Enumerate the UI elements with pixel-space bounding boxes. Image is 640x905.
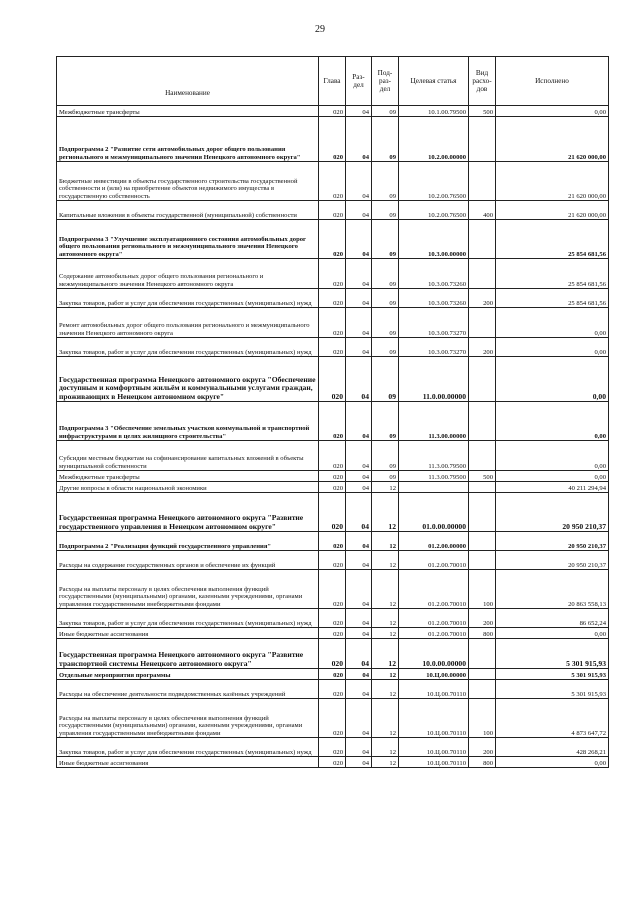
cell-target-article: 10.3.00.00000 xyxy=(399,220,469,259)
cell-name: Другие вопросы в области национальной экономики xyxy=(57,482,319,493)
cell-razdel: 04 xyxy=(346,532,372,551)
cell-executed: 40 211 294,94 xyxy=(496,482,609,493)
table-row xyxy=(57,609,609,628)
cell-executed: 5 301 915,93 xyxy=(496,680,609,699)
table-body xyxy=(57,106,609,768)
cell-podrazdel: 09 xyxy=(372,162,399,201)
cell-podrazdel: 12 xyxy=(372,669,399,680)
cell-executed: 25 854 681,56 xyxy=(496,220,609,259)
cell-glava: 020 xyxy=(319,493,346,532)
cell-glava: 020 xyxy=(319,201,346,220)
cell-expense-type: 800 xyxy=(469,757,496,768)
cell-podrazdel: 09 xyxy=(372,402,399,441)
cell-executed: 4 873 647,72 xyxy=(496,699,609,738)
cell-executed: 428 268,21 xyxy=(496,738,609,757)
cell-razdel: 04 xyxy=(346,441,372,471)
table-row xyxy=(57,471,609,482)
cell-expense-type: 500 xyxy=(469,471,496,482)
cell-expense-type xyxy=(469,532,496,551)
cell-expense-type: 200 xyxy=(469,609,496,628)
cell-expense-type: 100 xyxy=(469,699,496,738)
cell-razdel: 04 xyxy=(346,201,372,220)
cell-expense-type: 500 xyxy=(469,106,496,117)
cell-expense-type xyxy=(469,308,496,338)
cell-expense-type xyxy=(469,357,496,402)
cell-glava: 020 xyxy=(319,482,346,493)
cell-expense-type xyxy=(469,441,496,471)
cell-razdel: 04 xyxy=(346,106,372,117)
cell-glava: 020 xyxy=(319,757,346,768)
cell-expense-type xyxy=(469,482,496,493)
table-row xyxy=(57,106,609,117)
table-row xyxy=(57,738,609,757)
cell-razdel: 04 xyxy=(346,680,372,699)
cell-expense-type xyxy=(469,680,496,699)
cell-executed: 0,00 xyxy=(496,357,609,402)
cell-razdel: 04 xyxy=(346,357,372,402)
cell-name: Содержание автомобильных дорог общего пользования регионального и межмуниципального значения Ненецкого автономного округа xyxy=(57,259,319,289)
cell-podrazdel: 09 xyxy=(372,471,399,482)
cell-name: Закупка товаров, работ и услуг для обеспечения государственных (муниципальных) нужд xyxy=(57,738,319,757)
cell-podrazdel: 12 xyxy=(372,482,399,493)
cell-name: Расходы на выплаты персоналу в целях обеспечения выполнения функций государственными (муниципальными) органами, казенными учреждениями, органами управления государственными внебюджетными фондами xyxy=(57,699,319,738)
cell-expense-type xyxy=(469,639,496,669)
cell-target-article: 10.Ц.00.70110 xyxy=(399,680,469,699)
cell-razdel: 04 xyxy=(346,757,372,768)
cell-executed: 21 620 000,00 xyxy=(496,201,609,220)
cell-expense-type xyxy=(469,117,496,162)
table-row xyxy=(57,308,609,338)
cell-name: Государственная программа Ненецкого автономного округа "Развитие государственного управления в Ненецком автономном округе" xyxy=(57,493,319,532)
cell-razdel: 04 xyxy=(346,493,372,532)
cell-target-article: 01.2.00.70010 xyxy=(399,628,469,639)
cell-target-article: 10.2.00.00000 xyxy=(399,117,469,162)
header-executed: Исполнено xyxy=(496,57,609,106)
cell-target-article: 01.0.00.00000 xyxy=(399,493,469,532)
cell-name: Капитальные вложения в объекты государственной (муниципальной) собственности xyxy=(57,201,319,220)
cell-podrazdel: 12 xyxy=(372,639,399,669)
cell-target-article: 10.0.00.00000 xyxy=(399,639,469,669)
table-row xyxy=(57,570,609,609)
cell-glava: 020 xyxy=(319,259,346,289)
cell-name: Подпрограмма 3 "Улучшение эксплуатационного состояния автомобильных дорог общего пользования регионального и межмуниципального значения Ненецкого автономного округа" xyxy=(57,220,319,259)
cell-target-article: 01.2.00.70010 xyxy=(399,551,469,570)
table-header xyxy=(57,57,609,106)
cell-glava: 020 xyxy=(319,441,346,471)
cell-expense-type: 200 xyxy=(469,738,496,757)
cell-name: Межбюджетные трансферты xyxy=(57,106,319,117)
cell-name: Подпрограмма 2 "Реализация функций государственного управления" xyxy=(57,532,319,551)
cell-expense-type xyxy=(469,162,496,201)
cell-executed: 0,00 xyxy=(496,338,609,357)
cell-expense-type: 200 xyxy=(469,338,496,357)
cell-razdel: 04 xyxy=(346,338,372,357)
cell-executed: 0,00 xyxy=(496,441,609,471)
cell-name: Подпрограмма 3 "Обеспечение земельных участков коммунальной и транспортной инфраструктурами в целях жилищного строительства" xyxy=(57,402,319,441)
header-expense-type: Вид расхо- дов xyxy=(469,57,496,106)
cell-razdel: 04 xyxy=(346,609,372,628)
cell-target-article: 11.3.00.79500 xyxy=(399,441,469,471)
cell-glava: 020 xyxy=(319,551,346,570)
cell-name: Ремонт автомобильных дорог общего пользования регионального и межмуниципального значения Ненецкого автономного округа xyxy=(57,308,319,338)
cell-executed: 0,00 xyxy=(496,471,609,482)
cell-glava: 020 xyxy=(319,669,346,680)
cell-glava: 020 xyxy=(319,106,346,117)
cell-expense-type: 400 xyxy=(469,201,496,220)
table-row xyxy=(57,201,609,220)
cell-target-article: 11.3.00.00000 xyxy=(399,402,469,441)
table-row xyxy=(57,639,609,669)
cell-name: Закупка товаров, работ и услуг для обеспечения государственных (муниципальных) нужд xyxy=(57,289,319,308)
cell-name: Расходы на обеспечение деятельности подведомственных казённых учреждений xyxy=(57,680,319,699)
cell-glava: 020 xyxy=(319,117,346,162)
cell-podrazdel: 12 xyxy=(372,532,399,551)
cell-name: Подпрограмма 2 "Развитие сети автомобильных дорог общего пользования регионального и межмуниципального значения Ненецкого автономного округа" xyxy=(57,117,319,162)
table-row xyxy=(57,699,609,738)
cell-podrazdel: 09 xyxy=(372,308,399,338)
cell-glava: 020 xyxy=(319,639,346,669)
table-row xyxy=(57,338,609,357)
cell-glava: 020 xyxy=(319,699,346,738)
cell-razdel: 04 xyxy=(346,669,372,680)
cell-razdel: 04 xyxy=(346,699,372,738)
cell-podrazdel: 12 xyxy=(372,738,399,757)
cell-target-article: 10.3.00.73270 xyxy=(399,308,469,338)
table-row xyxy=(57,493,609,532)
cell-glava: 020 xyxy=(319,162,346,201)
cell-glava: 020 xyxy=(319,220,346,259)
cell-target-article: 10.3.00.73260 xyxy=(399,289,469,308)
cell-podrazdel: 12 xyxy=(372,551,399,570)
table-row xyxy=(57,441,609,471)
cell-razdel: 04 xyxy=(346,639,372,669)
cell-razdel: 04 xyxy=(346,308,372,338)
cell-target-article: 10.1.00.79500 xyxy=(399,106,469,117)
cell-target-article: 10.2.00.76500 xyxy=(399,201,469,220)
cell-executed: 0,00 xyxy=(496,308,609,338)
cell-target-article: 10.Ц.00.70110 xyxy=(399,757,469,768)
cell-executed: 25 854 681,56 xyxy=(496,259,609,289)
cell-expense-type: 200 xyxy=(469,289,496,308)
cell-name: Расходы на содержание государственных органов и обеспечение их функций xyxy=(57,551,319,570)
cell-target-article: 10.Ц.00.00000 xyxy=(399,669,469,680)
cell-executed: 5 301 915,93 xyxy=(496,669,609,680)
cell-expense-type xyxy=(469,551,496,570)
cell-podrazdel: 09 xyxy=(372,220,399,259)
cell-podrazdel: 09 xyxy=(372,106,399,117)
cell-podrazdel: 09 xyxy=(372,201,399,220)
cell-name: Иные бюджетные ассигнования xyxy=(57,757,319,768)
cell-executed: 0,00 xyxy=(496,628,609,639)
cell-target-article: 01.2.00.70010 xyxy=(399,570,469,609)
table-row xyxy=(57,117,609,162)
cell-name: Закупка товаров, работ и услуг для обеспечения государственных (муниципальных) нужд xyxy=(57,609,319,628)
cell-podrazdel: 12 xyxy=(372,628,399,639)
cell-glava: 020 xyxy=(319,570,346,609)
cell-podrazdel: 12 xyxy=(372,699,399,738)
cell-expense-type: 800 xyxy=(469,628,496,639)
table-row xyxy=(57,669,609,680)
cell-razdel: 04 xyxy=(346,402,372,441)
table-row xyxy=(57,680,609,699)
cell-razdel: 04 xyxy=(346,162,372,201)
table-row xyxy=(57,482,609,493)
cell-podrazdel: 12 xyxy=(372,493,399,532)
cell-razdel: 04 xyxy=(346,551,372,570)
cell-name: Отдельные мероприятия программы xyxy=(57,669,319,680)
table-row xyxy=(57,532,609,551)
cell-podrazdel: 12 xyxy=(372,680,399,699)
cell-razdel: 04 xyxy=(346,482,372,493)
cell-razdel: 04 xyxy=(346,570,372,609)
cell-podrazdel: 09 xyxy=(372,441,399,471)
cell-glava: 020 xyxy=(319,471,346,482)
budget-table xyxy=(56,56,609,768)
cell-target-article: 01.2.00.70010 xyxy=(399,609,469,628)
table-row xyxy=(57,551,609,570)
cell-target-article: 10.3.00.73260 xyxy=(399,259,469,289)
table-row xyxy=(57,220,609,259)
cell-executed: 20 950 210,37 xyxy=(496,493,609,532)
cell-name: Расходы на выплаты персоналу в целях обеспечения выполнения функций государственными (муниципальными) органами, казенными учреждениями, органами управления государственными внебюджетными фондами xyxy=(57,570,319,609)
cell-glava: 020 xyxy=(319,628,346,639)
table-row xyxy=(57,259,609,289)
cell-name: Государственная программа Ненецкого автономного округа "Развитие транспортной системы Ненецкого автономного округа" xyxy=(57,639,319,669)
cell-razdel: 04 xyxy=(346,471,372,482)
table-row xyxy=(57,402,609,441)
table-row xyxy=(57,289,609,308)
cell-expense-type xyxy=(469,220,496,259)
cell-podrazdel: 09 xyxy=(372,259,399,289)
cell-executed: 0,00 xyxy=(496,402,609,441)
cell-podrazdel: 09 xyxy=(372,357,399,402)
cell-executed: 86 652,24 xyxy=(496,609,609,628)
cell-name: Иные бюджетные ассигнования xyxy=(57,628,319,639)
cell-podrazdel: 09 xyxy=(372,338,399,357)
header-razdel: Раз- дел xyxy=(346,57,372,106)
cell-executed: 20 863 558,13 xyxy=(496,570,609,609)
table-row xyxy=(57,757,609,768)
cell-glava: 020 xyxy=(319,308,346,338)
cell-executed: 21 620 000,00 xyxy=(496,117,609,162)
cell-expense-type: 100 xyxy=(469,570,496,609)
cell-executed: 0,00 xyxy=(496,106,609,117)
cell-target-article: 10.2.00.76500 xyxy=(399,162,469,201)
cell-podrazdel: 12 xyxy=(372,570,399,609)
cell-expense-type xyxy=(469,259,496,289)
cell-target-article: 11.0.00.00000 xyxy=(399,357,469,402)
cell-executed: 21 620 000,00 xyxy=(496,162,609,201)
table-row xyxy=(57,162,609,201)
cell-name: Субсидии местным бюджетам на софинансирование капитальных вложений в объекты муниципальной собственности xyxy=(57,441,319,471)
cell-executed: 25 854 681,56 xyxy=(496,289,609,308)
cell-razdel: 04 xyxy=(346,738,372,757)
header-name: Наименование xyxy=(57,57,319,106)
cell-target-article: 10.Ц.00.70110 xyxy=(399,738,469,757)
cell-glava: 020 xyxy=(319,338,346,357)
cell-name: Бюджетные инвестиции в объекты государственного строительства государственной собственности и (или) на приобретение объектов недвижимого имущества в государственную собственность xyxy=(57,162,319,201)
header-target-article: Целевая статья xyxy=(399,57,469,106)
cell-executed: 20 950 210,37 xyxy=(496,551,609,570)
cell-target-article: 10.Ц.00.70110 xyxy=(399,699,469,738)
cell-glava: 020 xyxy=(319,680,346,699)
cell-target-article: 01.2.00.00000 xyxy=(399,532,469,551)
cell-podrazdel: 12 xyxy=(372,757,399,768)
cell-glava: 020 xyxy=(319,738,346,757)
cell-executed: 5 301 915,93 xyxy=(496,639,609,669)
cell-target-article: 10.3.00.73270 xyxy=(399,338,469,357)
header-glava: Глава xyxy=(319,57,346,106)
cell-glava: 020 xyxy=(319,532,346,551)
cell-expense-type xyxy=(469,493,496,532)
cell-name: Государственная программа Ненецкого автономного округа "Обеспечение доступным и комфортным жильём и коммунальными услугами граждан, проживающих в Ненецком автономном округе" xyxy=(57,357,319,402)
cell-glava: 020 xyxy=(319,289,346,308)
cell-target-article: 11.3.00.79500 xyxy=(399,471,469,482)
cell-glava: 020 xyxy=(319,609,346,628)
cell-podrazdel: 09 xyxy=(372,289,399,308)
cell-razdel: 04 xyxy=(346,259,372,289)
cell-executed: 0,00 xyxy=(496,757,609,768)
cell-razdel: 04 xyxy=(346,220,372,259)
cell-expense-type xyxy=(469,402,496,441)
header-podrazdel: Под- раз- дел xyxy=(372,57,399,106)
cell-expense-type xyxy=(469,669,496,680)
cell-target-article xyxy=(399,482,469,493)
table-row xyxy=(57,357,609,402)
cell-name: Закупка товаров, работ и услуг для обеспечения государственных (муниципальных) нужд xyxy=(57,338,319,357)
table-row xyxy=(57,628,609,639)
cell-razdel: 04 xyxy=(346,628,372,639)
cell-razdel: 04 xyxy=(346,289,372,308)
cell-razdel: 04 xyxy=(346,117,372,162)
page-number: 29 xyxy=(315,24,325,35)
cell-executed: 20 950 210,37 xyxy=(496,532,609,551)
cell-glava: 020 xyxy=(319,402,346,441)
cell-podrazdel: 12 xyxy=(372,609,399,628)
cell-podrazdel: 09 xyxy=(372,117,399,162)
cell-glava: 020 xyxy=(319,357,346,402)
cell-name: Межбюджетные трансферты xyxy=(57,471,319,482)
